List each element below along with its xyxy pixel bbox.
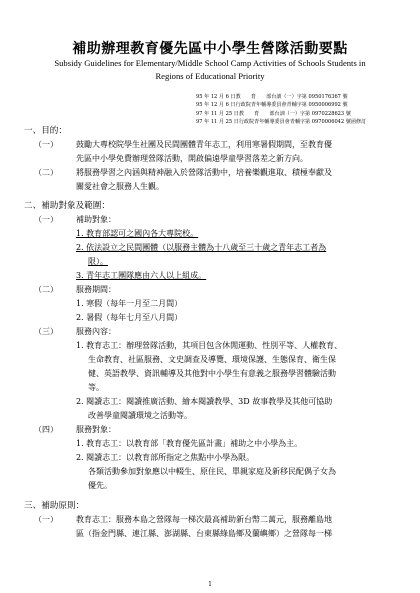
paragraph-line: 將服務學習之內涵與精神融入於營隊活動中，培養樂觀進取、積極奉獻及 xyxy=(76,168,332,177)
paragraph-line: 鼓勵大專校院學生社團及民間團體青年志工，利用寒暑假期間，至教育優 xyxy=(76,140,332,149)
paragraph-line: 教育志工：服務本島之營隊每一梯次最高補助新台幣二萬元，服務離島地 xyxy=(76,515,332,524)
document-reference-line: 97 年 11 月 25 日行政院青年輔導委員會青輔字第 0970006042 號函修訂 xyxy=(196,118,367,125)
subsection-title: 補助對象： xyxy=(76,215,116,224)
list-item: 2. 依法設立之民間團體（以服務主體為十八歲至三十歲之青年志工者為 xyxy=(76,243,327,252)
list-item: 2. 閱讀志工：閱讀推廣活動、繪本閱讀教學、3D 故事教學及其他可協助 xyxy=(76,397,333,406)
list-item-continuation: 健、英語教學、資訊輔導及其他對中小學生有意義之服務學習體驗活動 xyxy=(88,369,336,378)
document-reference-line: 97 年 11 月 25 日教 育 部台訓（一）字第 0970228623 號 xyxy=(196,110,351,117)
section-heading-purpose: 一、目的： xyxy=(24,126,67,136)
list-item-continuation: 各類活動參加對象應以中輟生、原住民、單親家庭及新移民配偶子女為 xyxy=(88,467,336,476)
page-number: 1 xyxy=(208,581,212,588)
paragraph-line: 關愛社會之服務人生觀。 xyxy=(76,182,164,191)
list-item: 3. 青年志工團隊應由六人以上組成。 xyxy=(76,271,207,280)
paragraph-line: 區（指金門縣、連江縣、澎湖縣、台東縣綠島鄉及蘭嶼鄉）之營隊每一梯 xyxy=(76,529,332,538)
list-item-continuation: 改善學童閱讀環境之活動等。 xyxy=(88,411,192,420)
list-item-continuation: 生命教育、社區服務、文史調查及導覽、環境保護、生態保育、衛生保 xyxy=(88,355,336,364)
subsection-title: 服務內容： xyxy=(76,327,116,336)
document-reference-line: 95 年 12 月 6 日教 育 部台訓（一）字第 0950176367 號 xyxy=(196,94,348,100)
page-title: 補助辦理教育優先區中小學生營隊活動要點 xyxy=(72,41,348,57)
list-item: 2. 暑假（每年七月至八月間） xyxy=(76,313,183,322)
item-number: （一） xyxy=(34,215,58,224)
list-item: 1. 教育部認可之國內各大專院校。 xyxy=(76,229,199,238)
paragraph-line: 先區中小學免費辦理營隊活動，開啟偏遠學童學習落差之新方向。 xyxy=(76,154,308,163)
list-item: 1. 教育志工：以教育部「教育優先區計畫」補助之中小學為主。 xyxy=(76,439,303,448)
list-item-continuation: 限）。 xyxy=(88,257,108,266)
subsection-title: 服務期間： xyxy=(76,285,116,294)
item-number: （一） xyxy=(34,515,58,524)
document-reference-block xyxy=(196,93,418,126)
list-item-continuation: 優先。 xyxy=(88,481,112,490)
item-number: （二） xyxy=(34,168,58,177)
document-reference-line: 95 年 12 月 6 日行政院青年輔導委員會青輔字第 0950006992 號 xyxy=(196,102,348,109)
list-item-continuation: 等。 xyxy=(88,383,104,392)
item-number: （一） xyxy=(34,140,58,149)
list-item: 1. 寒假（每年一月至二月間） xyxy=(76,299,183,308)
english-subtitle: Subsidy Guidelines for Elementary/Middle School Camp Activities of Schools Students in Regions of Educational Priority xyxy=(54,58,366,81)
item-number: （三） xyxy=(34,327,58,336)
section-heading-scope: 二、補助對象及範圍： xyxy=(24,201,110,211)
item-number: （四） xyxy=(34,425,58,434)
list-item: 1. 教育志工：辦理營隊活動，其項目包含休閒運動、性別平等、人權教育、 xyxy=(76,341,343,350)
section-heading-principles: 三、補助原則： xyxy=(24,501,85,511)
list-item: 2. 閱讀志工：以教育部所指定之焦點中小學為限。 xyxy=(76,453,255,462)
item-number: （二） xyxy=(34,285,58,294)
subsection-title: 服務對象： xyxy=(76,425,116,434)
